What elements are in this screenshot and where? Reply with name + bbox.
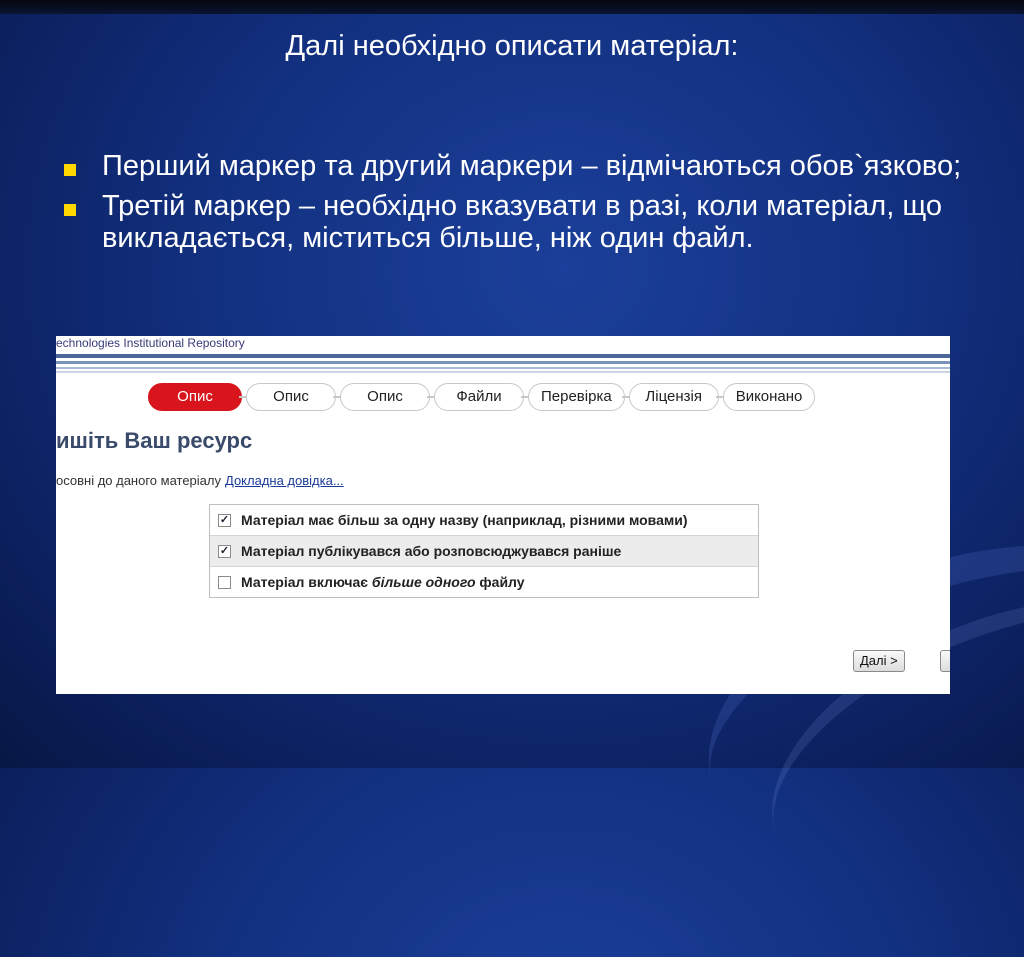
options-table bbox=[209, 504, 759, 598]
option-label bbox=[241, 567, 525, 597]
header-stripe bbox=[56, 371, 950, 373]
help-link[interactable]: Докладна довідка... bbox=[225, 473, 344, 488]
option-checkbox[interactable] bbox=[218, 576, 231, 589]
header-stripe bbox=[56, 354, 950, 358]
step-license[interactable]: Ліцензія bbox=[629, 383, 719, 411]
submission-progress bbox=[148, 383, 819, 411]
option-label: Матеріал має більш за одну назву (наприклад, різними мовами) bbox=[241, 512, 688, 528]
bullet-item bbox=[62, 150, 1002, 182]
instruction-text bbox=[56, 473, 344, 488]
option-checkbox[interactable]: ✓ bbox=[219, 513, 230, 526]
header-stripe bbox=[56, 367, 950, 369]
option-label-emphasis: більше одного bbox=[371, 574, 476, 590]
option-checkbox[interactable]: ✓ bbox=[219, 544, 230, 557]
square-bullet-icon bbox=[64, 204, 76, 216]
page-heading: ишіть Ваш ресурс bbox=[56, 428, 253, 453]
embedded-screenshot bbox=[56, 336, 950, 694]
cancel-button[interactable] bbox=[940, 650, 950, 672]
step-describe-3[interactable]: Опис bbox=[340, 383, 430, 411]
step-describe-2[interactable]: Опис bbox=[246, 383, 336, 411]
instruction-label: осовні до даного матеріалу bbox=[56, 473, 221, 488]
option-row[interactable] bbox=[210, 536, 758, 567]
option-label-part: Матеріал включає bbox=[241, 574, 372, 590]
slide-title: Далі необхідно описати матеріал: bbox=[285, 30, 739, 62]
bullet-list bbox=[62, 150, 1002, 262]
next-button[interactable]: Далі > bbox=[853, 650, 905, 672]
bullet-text: Перший маркер та другий маркери – відмічаються обов`язково; bbox=[102, 150, 962, 182]
option-label: Матеріал публікувався або розповсюджувався раніше bbox=[241, 543, 622, 559]
header-stripe bbox=[56, 361, 950, 364]
option-row[interactable] bbox=[210, 567, 758, 597]
step-verify[interactable]: Перевірка bbox=[528, 383, 625, 411]
bullet-text: Третій маркер – необхідно вказувати в разі, коли матеріал, що викладається, міститься більше, ніж один файл. bbox=[102, 190, 943, 254]
repository-name: echnologies Institutional Repository bbox=[56, 336, 245, 350]
top-bar bbox=[0, 0, 1024, 14]
step-files[interactable]: Файли bbox=[434, 383, 524, 411]
square-bullet-icon bbox=[64, 164, 76, 176]
option-row[interactable] bbox=[210, 505, 758, 536]
bullet-item bbox=[62, 190, 1002, 254]
option-label-part: файлу bbox=[475, 574, 525, 590]
step-complete[interactable]: Виконано bbox=[723, 383, 816, 411]
step-describe-1[interactable]: Опис bbox=[148, 383, 242, 411]
